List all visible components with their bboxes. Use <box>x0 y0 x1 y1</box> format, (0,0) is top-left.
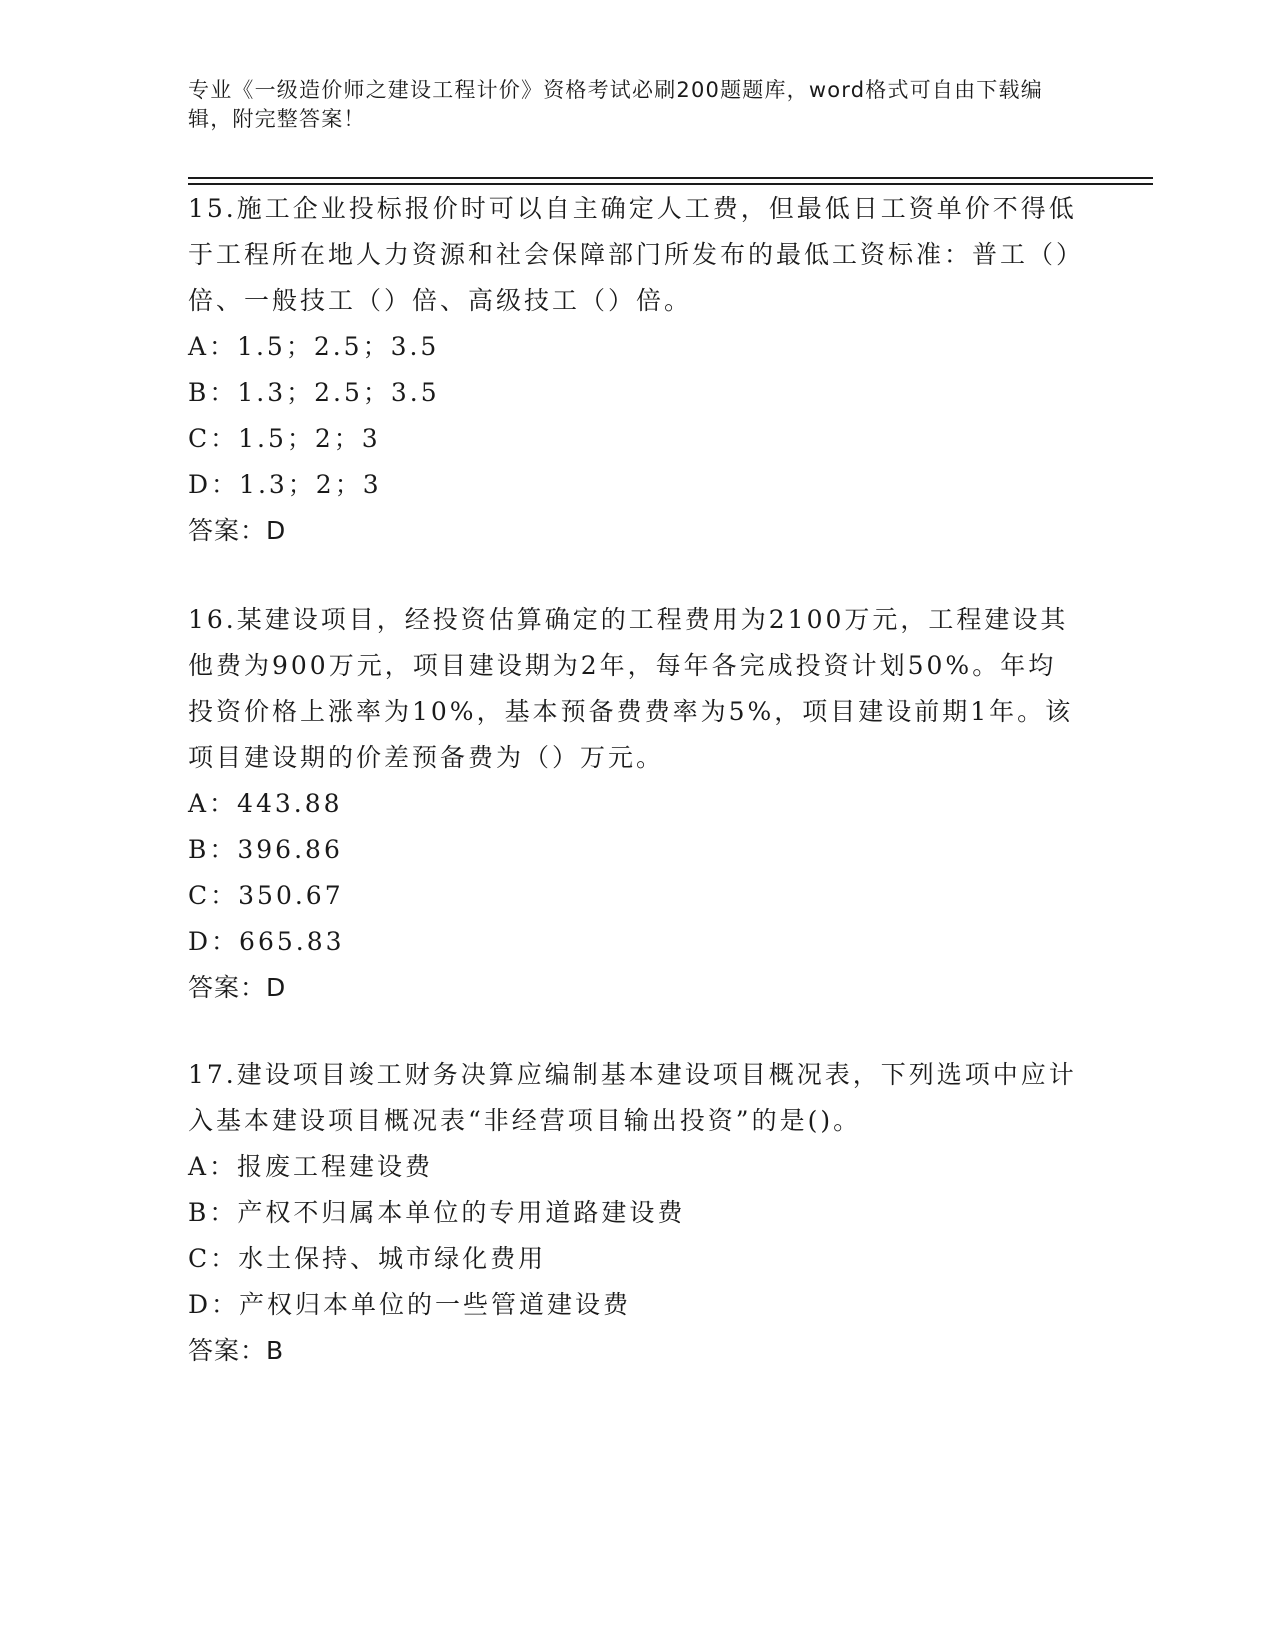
option-a: A：443.88 <box>188 789 343 818</box>
question-stem: 15.施工企业投标报价时可以自主确定人工费，但最低日工资单价不得低于工程所在地人力资源和社会保障部门所发布的最低工资标准：普工（）倍、一般技工（）倍、高级技工（）倍。 <box>188 194 1077 315</box>
document-header-text: 专业《一级造价师之建设工程计价》资格考试必刷200题题库，word格式可自由下载编辑，附完整答案！ <box>188 78 1043 131</box>
question-15 <box>188 186 1078 554</box>
answer-label: 答案：B <box>188 1336 285 1365</box>
question-stem: 17.建设项目竣工财务决算应编制基本建设项目概况表，下列选项中应计入基本建设项目概况表“非经营项目输出投资”的是()。 <box>188 1060 1077 1135</box>
option-b: B：1.3；2.5；3.5 <box>188 378 440 407</box>
header-divider-bottom <box>188 183 1153 185</box>
option-a: A：报废工程建设费 <box>188 1152 434 1181</box>
option-d: D：1.3；2；3 <box>188 470 382 499</box>
question-17 <box>188 1052 1078 1374</box>
option-c: C：水土保持、城市绿化费用 <box>188 1244 547 1273</box>
option-c: C：350.67 <box>188 881 344 910</box>
header-divider-top <box>188 177 1153 179</box>
option-d: D：产权归本单位的一些管道建设费 <box>188 1290 632 1319</box>
question-stem: 16.某建设项目，经投资估算确定的工程费用为2100万元，工程建设其他费为900万元，项目建设期为2年，每年各完成投资计划50%。年均投资价格上涨率为10%，基本预备费费率为5%，项目建设前期1年。该项目建设期的价差预备费为（）万元。 <box>188 605 1074 772</box>
option-d: D：665.83 <box>188 927 345 956</box>
option-a: A：1.5；2.5；3.5 <box>188 332 440 361</box>
answer-label: 答案：D <box>188 973 287 1002</box>
question-16 <box>188 597 1078 1011</box>
option-b: B：产权不归属本单位的专用道路建设费 <box>188 1198 686 1227</box>
answer-label: 答案：D <box>188 516 287 545</box>
option-b: B：396.86 <box>188 835 343 864</box>
option-c: C：1.5；2；3 <box>188 424 381 453</box>
